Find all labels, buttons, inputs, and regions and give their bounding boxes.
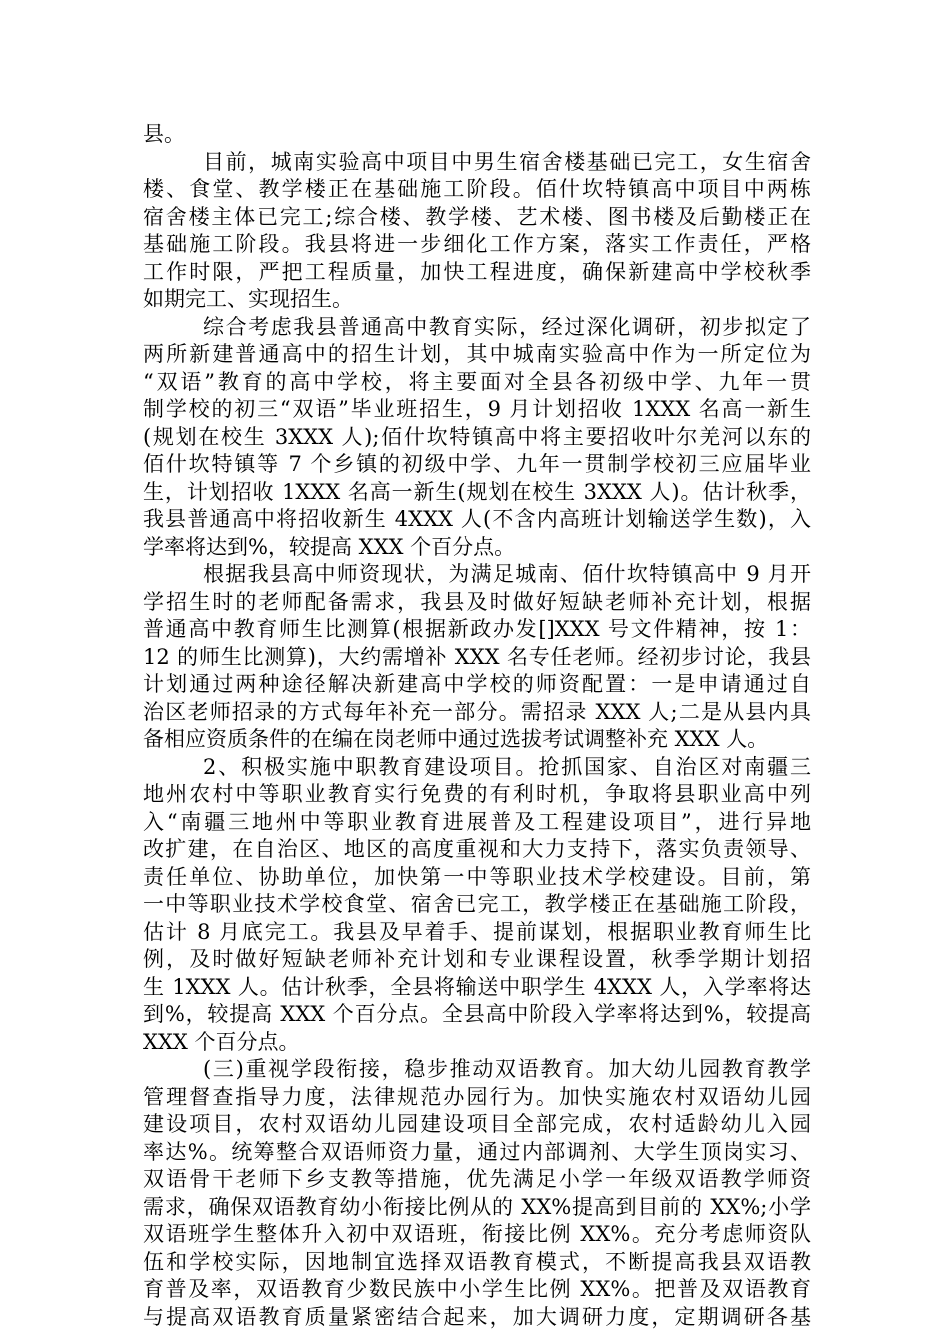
text-line: (规划在校生 3XXX 人);佰什坎特镇高中将主要招收叶尔羌河以东的 [143,424,811,449]
text-line: 学率将达到%，较提高 XXX 个百分点。 [143,534,516,559]
text-line: 例，及时做好短缺老师补充计划和专业课程设置，秋季学期计划招 [143,947,811,971]
text-line: 治区老师招录的方式每年补充一部分。需招录 XXX 人;二是从县内具 [143,699,811,724]
text-line: 责任单位、协助单位，加快第一中等职业技术学校建设。目前，第 [143,864,811,889]
paragraph-first-line: 根据我县高中师资现状，为满足城南、佰什坎特镇高中 9 月开 [203,562,811,586]
text-line: 改扩建，在自治区、地区的高度重视和大力支持下，落实负责领导、 [143,837,811,861]
text-line: 到%，较提高 XXX 个百分点。全县高中阶段入学率将达到%，较提高 [143,1002,811,1026]
text-line: 地州农村中等职业教育实行免费的有利时机，争取将县职业高中列 [143,782,811,806]
text-line: 估计 8 月底完工。我县及早着手、提前谋划，根据职业教育师生比 [143,919,811,944]
text-line: 管理督查指导力度，法律规范办园行为。加快实施农村双语幼儿园 [143,1084,811,1109]
text-line: 生，计划招收 1XXX 名高一新生(规划在校生 3XXX 人)。估计秋季， [143,479,811,504]
paragraph-first-line: 综合考虑我县普通高中教育实际，经过深化调研，初步拟定了 [203,314,811,339]
paragraph-first-line: 目前，城南实验高中项目中男生宿舍楼基础已完工，女生宿舍 [203,149,811,174]
text-line: 需求，确保双语教育幼小衔接比例从的 XX%提高到目前的 XX%;小学 [143,1194,811,1219]
text-line: 计划通过两种途径解决新建高中学校的师资配置：一是申请通过自 [143,672,811,696]
text-line: 工作时限，严把工程质量，加快工程进度，确保新建高中学校秋季 [143,259,811,284]
text-line: 一中等职业技术学校食堂、宿舍已完工，教学楼正在基础施工阶段， [143,892,811,916]
paragraph-first-line: (三)重视学段衔接，稳步推动双语教育。加大幼儿园教育教学 [203,1057,811,1081]
text-line: 率达%。统筹整合双语师资力量，通过内部调剂、大学生顶岗实习、 [143,1139,811,1164]
text-line: 县。 [143,122,185,146]
paragraph-first-line: 2、积极实施中职教育建设项目。抢抓国家、自治区对南疆三 [203,754,811,779]
text-line: XXX 个百分点。 [143,1029,300,1054]
text-line: 12 的师生比测算)，大约需增补 XXX 名专任老师。经初步讨论，我县 [143,644,811,669]
text-line: 入“南疆三地州中等职业教育进展普及工程建设项目”，进行异地 [143,809,811,834]
text-line: 育普及率，双语教育少数民族中小学生比例 XX%。把普及双语教育 [143,1277,811,1301]
text-line: 建设项目，农村双语幼儿园建设项目全部完成，农村适龄幼儿入园 [143,1112,811,1136]
text-line: 备相应资质条件的在编在岗老师中通过选拔考试调整补充 XXX 人。 [143,727,769,751]
text-line: 宿舍楼主体已完工;综合楼、教学楼、艺术楼、图书楼及后勤楼正在 [143,204,811,229]
text-line: 学招生时的老师配备需求，我县及时做好短缺老师补充计划，根据 [143,589,811,614]
text-line: 佰什坎特镇等 7 个乡镇的初级中学、九年一贯制学校初三应届毕业 [143,452,811,476]
text-line: “双语”教育的高中学校，将主要面对全县各初级中学、九年一贯 [143,369,811,394]
text-line: 两所新建普通高中的招生计划，其中城南实验高中作为一所定位为 [143,342,811,366]
text-line: 伍和学校实际，因地制宜选择双语教育模式，不断提高我县双语教 [143,1249,811,1274]
text-line: 制学校的初三“双语”毕业班招生，9 月计划招收 1XXX 名高一新生 [143,397,811,421]
text-line: 如期完工、实现招生。 [143,287,353,311]
text-line: 双语班学生整体升入初中双语班，衔接比例 XX%。充分考虑师资队 [143,1222,811,1246]
text-line: 我县普通高中将招收新生 4XXX 人(不含内高班计划输送学生数)，入 [143,507,811,531]
document-body [143,121,811,1331]
text-line: 基础施工阶段。我县将进一步细化工作方案，落实工作责任，严格 [143,232,811,256]
text-line: 与提高双语教育质量紧密结合起来，加大调研力度，定期调研各基 [143,1304,811,1329]
text-line: 楼、食堂、教学楼正在基础施工阶段。佰什坎特镇高中项目中两栋 [143,177,811,201]
text-line: 生 1XXX 人。估计秋季，全县将输送中职学生 4XXX 人，入学率将达 [143,974,811,999]
text-line: 双语骨干老师下乡支教等措施，优先满足小学一年级双语教学师资 [143,1167,811,1191]
text-line: 普通高中教育师生比测算(根据新政办发[]XXX 号文件精神，按 1： [143,617,811,641]
